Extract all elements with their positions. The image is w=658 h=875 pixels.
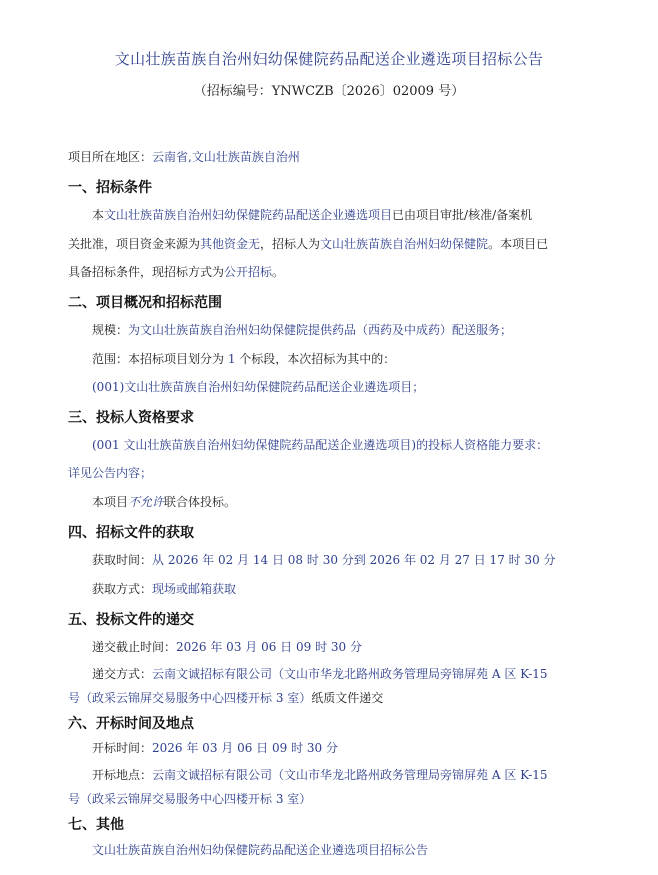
s6-time xyxy=(92,740,628,756)
s1-text: 本 xyxy=(92,208,105,222)
joint-value: 不允许 xyxy=(128,495,165,509)
section-heading-2: 二、项目概况和招标范围 xyxy=(68,295,222,311)
location-value: 云南省,文山壮族苗族自治州 xyxy=(152,150,300,164)
s5-method-line-2 xyxy=(68,690,628,706)
submit-method-value: 云南文诚招标有限公司（文山市华龙北路州政务管理局旁锦屏苑 A 区 K-15 xyxy=(152,667,548,681)
s1-text: ，招标人为 xyxy=(260,237,321,251)
s5-deadline xyxy=(92,639,628,655)
s1-tenderer: 文山壮族苗族自治州妇幼保健院 xyxy=(320,237,489,251)
s2-scale xyxy=(92,322,628,338)
method-label: 获取方式： xyxy=(92,582,153,596)
s1-tender-method: 公开招标 xyxy=(224,265,273,279)
deadline-value: 2026 年 03 月 06 日 09 时 30 分 xyxy=(176,640,362,654)
open-time-label: 开标时间： xyxy=(92,741,153,755)
s1-para-line-1 xyxy=(92,207,628,223)
tender-number: （招标编号：YNWCZB〔2026〕02009 号） xyxy=(193,84,465,99)
document-title: 文山壮族苗族自治州妇幼保健院药品配送企业遴选项目招标公告 xyxy=(114,50,544,68)
s4-method xyxy=(92,581,628,597)
s5-method-line-1 xyxy=(92,666,628,682)
time-value: 从 2026 年 02 月 14 日 08 时 30 分到 2026 年 02 月 27 日 17 时 30 分 xyxy=(152,553,556,567)
range-text: 个标段，本次招标为其中的： xyxy=(235,352,396,366)
section-heading-7: 七、其他 xyxy=(68,817,124,833)
project-location xyxy=(68,149,628,165)
s1-text: 关批准，项目资金来源为 xyxy=(68,237,201,251)
s1-para-line-2 xyxy=(68,236,628,252)
s1-para-line-3 xyxy=(68,264,628,280)
open-place-value: 云南文诚招标有限公司（文山市华龙北路州政务管理局旁锦屏苑 A 区 K-15 xyxy=(152,768,548,782)
s1-text: 。 xyxy=(272,265,285,279)
s2-lot: (001)文山壮族苗族自治州妇幼保健院药品配送企业遴选项目； xyxy=(92,380,425,394)
submit-method-value: 号（政采云锦屏交易服务中心四楼开标 3 室） xyxy=(68,691,312,705)
scale-value: 为文山壮族苗族自治州妇幼保健院提供药品（西药及中成药）配送服务； xyxy=(128,323,513,337)
s3-requirement-line-2: 详见公告内容； xyxy=(68,466,153,480)
method-value: 现场或邮箱获取 xyxy=(152,582,237,596)
s1-text: 具备招标条件，现招标方式为 xyxy=(68,265,225,279)
scale-label: 规模： xyxy=(92,323,129,337)
s6-place-line-2: 号（政采云锦屏交易服务中心四楼开标 3 室） xyxy=(68,792,312,806)
range-text: 范围：本招标项目划分为 xyxy=(92,352,228,366)
deadline-label: 递交截止时间： xyxy=(92,640,177,654)
open-place-label: 开标地点： xyxy=(92,768,153,782)
joint-text: 联合体投标。 xyxy=(164,495,237,509)
s3-joint-bid xyxy=(92,494,628,510)
submit-method-label: 递交方式： xyxy=(92,667,153,681)
s1-text: 已由项目审批/核准/备案机 xyxy=(392,208,533,222)
time-label: 获取时间： xyxy=(92,553,153,567)
open-time-value: 2026 年 03 月 06 日 09 时 30 分 xyxy=(152,741,338,755)
lot-count: 1 xyxy=(227,352,236,366)
submit-method-text: 纸质文件递交 xyxy=(311,691,384,705)
location-label: 项目所在地区： xyxy=(68,150,153,164)
section-heading-1: 一、招标条件 xyxy=(68,180,152,196)
s3-requirement-line-1: (001 文山壮族苗族自治州妇幼保健院药品配送企业遴选项目)的投标人资格能力要求： xyxy=(92,438,549,452)
s4-time xyxy=(92,552,628,568)
s1-fund-source: 其他资金无 xyxy=(200,237,261,251)
s7-other-text: 文山壮族苗族自治州妇幼保健院药品配送企业遴选项目招标公告 xyxy=(92,843,429,857)
section-heading-6: 六、开标时间及地点 xyxy=(68,716,194,732)
section-heading-3: 三、投标人资格要求 xyxy=(68,410,194,426)
s1-text: 。本项目已 xyxy=(488,237,549,251)
s2-range xyxy=(92,351,628,367)
section-heading-5: 五、投标文件的递交 xyxy=(68,612,194,628)
joint-text: 本项目 xyxy=(92,495,129,509)
s6-place-line-1 xyxy=(92,767,628,783)
s1-project-name: 文山壮族苗族自治州妇幼保健院药品配送企业遴选项目 xyxy=(104,208,393,222)
section-heading-4: 四、招标文件的获取 xyxy=(68,525,194,541)
